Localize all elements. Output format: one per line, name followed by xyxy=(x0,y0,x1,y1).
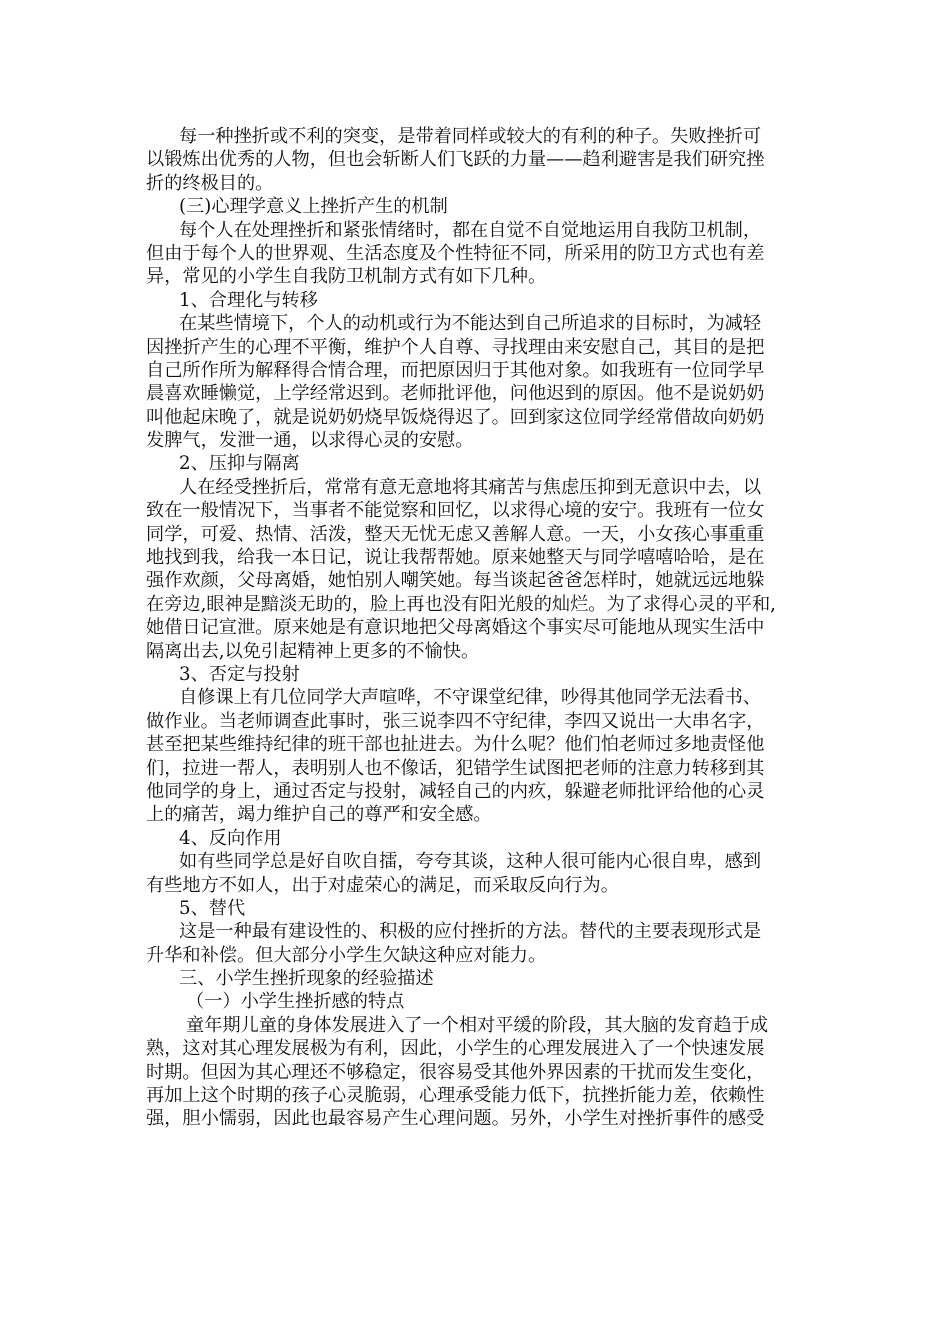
text-line: 3、否定与投射 xyxy=(179,663,300,685)
text-line: 自修课上有几位同学大声喧哗，不守课堂纪律，吵得其他同学无法看书、 xyxy=(179,687,762,709)
text-line: 人在经受挫折后，常常有意无意地将其痛苦与焦虑压抑到无意识中去，以 xyxy=(179,476,762,498)
text-line: 隔离出去,以免引起精神上更多的不愉快。 xyxy=(146,640,480,662)
text-line: 在某些情境下，个人的动机或行为不能达到自己所追求的目标时，为减轻 xyxy=(179,313,762,335)
text-line: 上的痛苦，竭力维护自己的尊严和安全感。 xyxy=(146,804,492,826)
text-line: 升华和补偿。但大部分小学生欠缺这种应对能力。 xyxy=(146,944,547,966)
text-line: 因挫折产生的心理不平衡，维护个人自尊、寻找理由来安慰自己，其目的是把 xyxy=(146,336,765,358)
text-line: 5、替代 xyxy=(179,897,246,919)
text-line: 叫他起床晚了，就是说奶奶烧早饭烧得迟了。回到家这位同学经常借故向奶奶 xyxy=(146,406,765,428)
text-line: 三、小学生挫折现象的经验描述 xyxy=(179,968,434,990)
text-line: 熟，这对其心理发展极为有利，因此，小学生的心理发展进入了一个快速发展 xyxy=(146,1038,765,1060)
text-line: 1、合理化与转移 xyxy=(179,289,318,311)
text-line: 每个人在处理挫折和紧张情绪时，都在自觉不自觉地运用自我防卫机制， xyxy=(179,219,762,241)
text-line: 甚至把某些维持纪律的班干部也扯进去。为什么呢？他们怕老师过多地责怪他 xyxy=(146,734,765,756)
text-line: 他同学的身上，通过否定与投射，减轻自己的内疚，躲避老师批评给他的心灵 xyxy=(146,780,765,802)
text-line: 这是一种最有建设性的、积极的应付挫折的方法。替代的主要表现形式是 xyxy=(179,921,762,943)
text-line: 每一种挫折或不利的突变，是带着同样或较大的有利的种子。失败挫折可 xyxy=(179,126,762,147)
text-line: 致在一般情况下，当事者不能觉察和回忆，以求得心境的安宁。我班有一位女 xyxy=(146,500,765,522)
text-line: 再加上这个时期的孩子心灵脆弱，心理承受能力低下，抗挫折能力差，依赖性 xyxy=(146,1085,765,1107)
text-line: 童年期儿童的身体发展进入了一个相对平缓的阶段，其大脑的发育趋于成 xyxy=(186,1014,769,1036)
text-line: 自己所作所为解释得合情合理，而把原因归于其他对象。如我班有一位同学早 xyxy=(146,359,765,381)
text-line: 如有些同学总是好自吹自擂，夸夸其谈，这种人很可能内心很自卑，感到 xyxy=(179,851,762,873)
text-line: 异，常见的小学生自我防卫机制方式有如下几种。 xyxy=(146,266,547,288)
text-line: (三)心理学意义上挫折产生的机制 xyxy=(179,196,448,218)
text-line: 时期。但因为其心理还不够稳定，很容易受其他外界因素的干扰而发生变化， xyxy=(146,1061,765,1083)
text-line: 强作欢颜，父母离婚，她怕别人嘲笑她。每当谈起爸爸怎样时，她就远远地躲 xyxy=(146,570,765,592)
text-line: 4、反向作用 xyxy=(179,827,282,849)
text-line: 她借日记宣泄。原来她是有意识地把父母离婚这个事实尽可能地从现实生活中 xyxy=(146,617,765,639)
text-line: 以锻炼出优秀的人物，但也会斩断人们飞跃的力量——趋利避害是我们研究挫 xyxy=(146,149,765,171)
text-line: 地找到我，给我一本日记，说让我帮帮她。原来她整天与同学嘻嘻哈哈，是在 xyxy=(146,547,765,569)
text-line: 但由于每个人的世界观、生活态度及个性特征不同，所采用的防卫方式也有差 xyxy=(146,242,765,264)
text-line: 强，胆小懦弱，因此也最容易产生心理问题。另外，小学生对挫折事件的感受 xyxy=(146,1108,765,1130)
text-line: 晨喜欢睡懒觉，上学经常迟到。老师批评他，问他迟到的原因。他不是说奶奶 xyxy=(146,383,765,405)
document-body xyxy=(146,125,806,1131)
text-line: 折的终极目的。 xyxy=(146,172,274,194)
text-line: （一）小学生挫折感的特点 xyxy=(186,991,405,1013)
text-line: 同学，可爱、热情、活泼，整天无忧无虑又善解人意。一天，小女孩心事重重 xyxy=(146,523,765,545)
text-line: 们，拉进一帮人，表明别人也不像话，犯错学生试图把老师的注意力转移到其 xyxy=(146,757,765,779)
text-line: 2、压抑与隔离 xyxy=(179,453,300,475)
text-line: 在旁边,眼神是黯淡无助的，脸上再也没有阳光般的灿烂。为了求得心灵的平和, xyxy=(146,593,776,615)
text-line: 做作业。当老师调查此事时，张三说李四不守纪律，李四又说出一大串名字， xyxy=(146,710,765,732)
text-line: 有些地方不如人，出于对虚荣心的满足，而采取反向行为。 xyxy=(146,874,619,896)
text-line: 发脾气，发泄一通，以求得心灵的安慰。 xyxy=(146,430,474,452)
